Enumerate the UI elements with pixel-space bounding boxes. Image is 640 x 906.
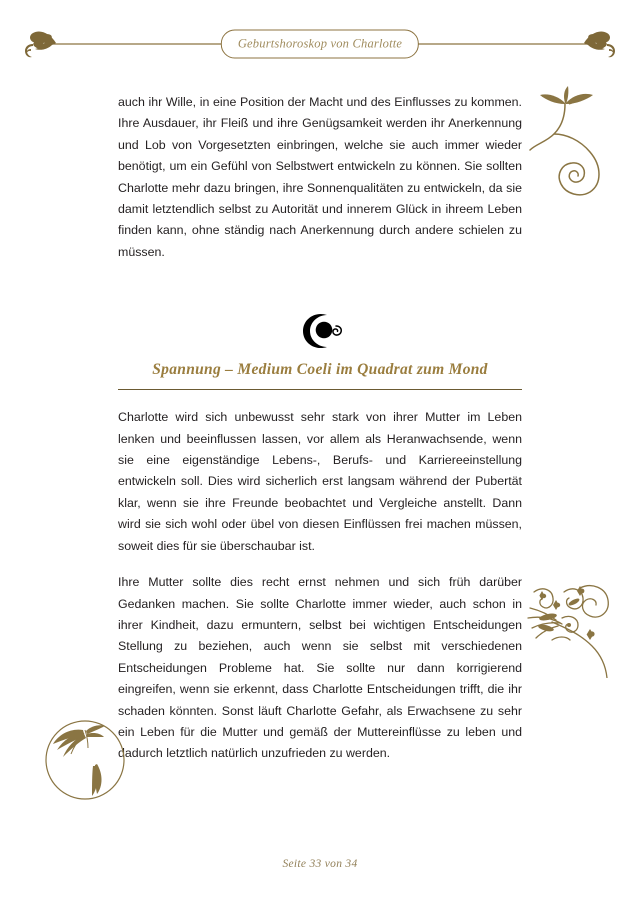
leaf-scroll-flourish-icon: [584, 31, 615, 57]
section-symbol-container: [118, 309, 522, 355]
section-heading: Spannung – Medium Coeli im Quadrat zum Mond: [152, 361, 488, 379]
page-number-label: Seite 33 von 34: [282, 858, 358, 870]
intro-paragraph: auch ihr Wille, in eine Position der Macht und des Einflusses zu kommen. Ihre Ausdauer, ihr Fleiß und ihre Genügsamkeit werden ihr Anerkennung und Lob von Vorgesetzten einbringen, welche sie auch immer wieder benötigt, um ein Gefühl von Selbstwert entwickeln zu können. Sie sollten Charlotte mehr dazu bringen, ihre Sonnenqualitäten zu entwickeln, da sie damit letztendlich selbst zu Autorität und innerem Glück in ihreem Leben finden kann, ohne ständig nach Anerkennung durch andere schielen zu müssen.: [118, 95, 522, 259]
document-title: Geburtshoroskop von Charlotte: [237, 36, 403, 51]
floral-scroll-vine-ornament: [522, 558, 640, 683]
section-paragraph-1: Charlotte wird sich unbewusst sehr stark von ihrer Mutter im Leben lenken und beeinflussen lassen, vor allem als Heranwachsende, wenn sie eine eigenständige Lebens-, Berufs- und Karriereeinstellung entwickeln soll. Dies wird sicherlich erst langsam während der Pubertät klar, wenn sie ihre Freunde beobachtet und Vergleiche anstellt. Dann wird sie sich wohl oder übel von diesen Einflüssen frei machen müssen, soweit dies für sie überschaubar ist.: [118, 410, 522, 553]
page-header: [0, 18, 640, 72]
page-footer: [0, 854, 640, 872]
leaf-scroll-flourish-icon: [25, 31, 56, 57]
section-block: [118, 309, 522, 765]
page-content: [118, 92, 522, 785]
section-divider: [118, 389, 522, 390]
crescent-moon-symbol: [297, 309, 343, 353]
spiral-vine-with-leaves-ornament: [524, 86, 634, 203]
header-title-pill: [221, 30, 419, 59]
section-paragraph-2: Ihre Mutter sollte dies recht ernst nehmen und sich früh darüber Gedanken machen. Sie sollte Charlotte immer wieder, auch schon in ihrer Kindheit, dazu ermuntern, selbst bei wichtigen Entscheidungen Stellung zu beziehen, auch wenn sie selbst mit verschiedenen Entscheidungen Probleme hat. Sie sollte nur dann korrigierend eingreifen, wenn sie erkennt, dass Charlotte Entscheidungen trifft, die ihr schaden könnten. Sonst läuft Charlotte Gefahr, als Erwachsene zu sehr ein Leben für die Mutter und gemäß der Muttereinflüsse zu leben und dadurch letztlich natürlich unzufrieden zu werden.: [118, 575, 522, 761]
